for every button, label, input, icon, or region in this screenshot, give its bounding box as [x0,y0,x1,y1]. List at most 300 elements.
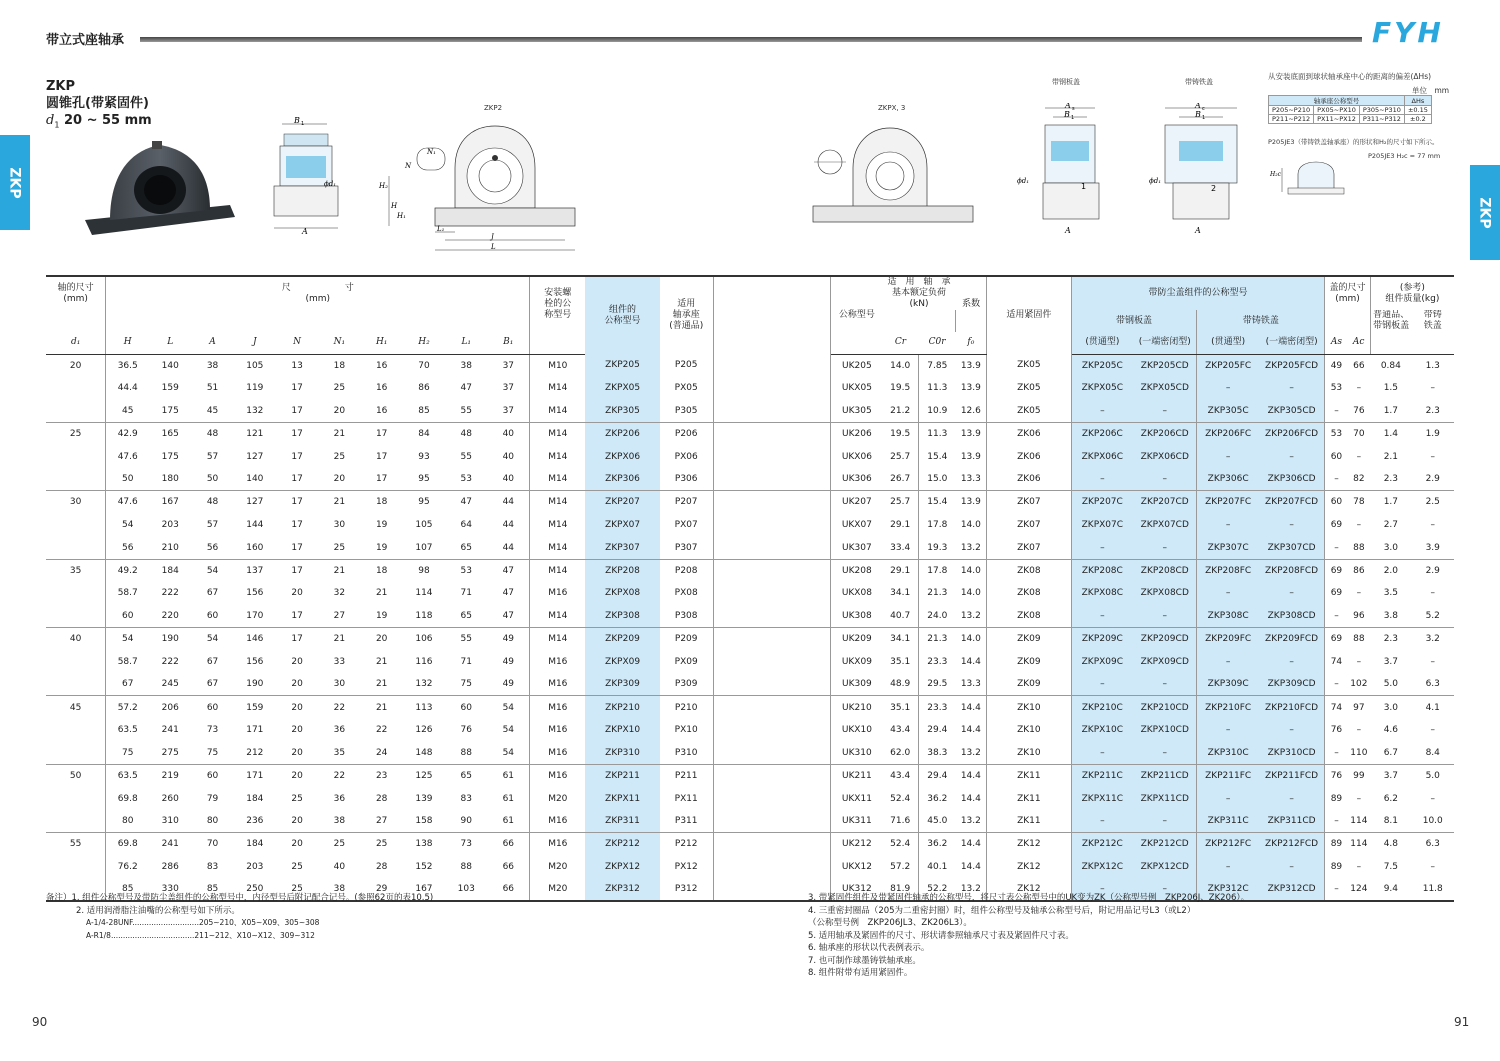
table-cell: 79 [206,793,219,804]
table-cell: 22 [375,725,388,736]
note-5: 5. 适用轴承及紧固件的尺寸、形状请参照轴承尺寸表及紧固件尺寸表。 [808,930,1074,941]
svg-text:A: A [1195,103,1201,110]
table-cell: ZKPX12C [1071,856,1133,879]
table-cell: 3.5 [1383,588,1399,599]
table-cell: ZKP206FCD [1259,422,1325,445]
table-cell: ZKP212FC [1197,833,1259,856]
table-cell: – [1325,810,1348,833]
table-cell: 67 [191,673,233,696]
table-cell: 13.2 [956,810,987,833]
table-cell: UK211 [842,770,872,781]
table-cell: 74 [1330,702,1343,713]
table-cell: M14 [548,429,568,440]
table-cell: 9.4 [1370,878,1411,901]
table-cell: 81.9 [882,878,918,901]
table-cell: ZKPX08CD [1133,582,1197,605]
table-cell: UK306 [831,468,883,491]
table-cell: ZK07 [987,536,1072,559]
table-cell: 69.8 [117,793,138,804]
table-cell: 144 [246,519,264,530]
table-cell: – [1133,605,1197,628]
table-cell: 1.9 [1425,429,1440,440]
table-cell: 89 [1330,861,1343,872]
table-cell: – [1259,377,1325,400]
table-cell: 20 [291,702,303,713]
table-cell [46,536,106,559]
svg-text:B: B [1195,110,1201,119]
table-cell: M16 [530,810,586,833]
page-number-left: 90 [32,1015,48,1029]
table-cell: 48 [206,429,219,440]
table-cell: 13.2 [956,878,987,901]
table-cell: 275 [149,742,191,765]
table-cell: UK310 [831,742,883,765]
table-cell: ZK11 [987,764,1072,787]
table-cell: 11.8 [1411,878,1454,901]
table-cell: 30 [46,491,106,514]
table-cell: ZKP309CD [1259,673,1325,696]
table-cell: 24 [361,742,403,765]
table-cell: 156 [246,656,264,667]
table-cell: 170 [234,605,276,628]
table-cell: 76 [1330,725,1343,736]
table-cell: 138 [415,839,433,850]
table-cell: 222 [161,588,179,599]
table-cell: ZKPX08C [1071,582,1133,605]
table-cell: ZKP306CD [1259,468,1325,491]
side-view-drawing [272,116,344,236]
table-cell: – [1197,719,1259,742]
table-cell: – [1356,861,1362,872]
table-cell: 28 [375,793,388,804]
table-cell: 18 [375,497,388,508]
page-number-right: 91 [1454,1015,1470,1029]
table-cell: 1.7 [1370,400,1411,423]
header-rule [140,37,1362,42]
table-cell: 119 [246,383,264,394]
table-cell: 3.7 [1383,770,1399,781]
table-cell: 19.3 [919,536,956,559]
table-cell: – [1133,878,1197,901]
table-cell [46,445,106,468]
table-cell: – [1430,451,1435,462]
table-cell: 42.9 [117,429,138,440]
deviation-header-delta: ΔHs [1404,96,1431,106]
th-mass-col1: 普通品、 带钢板盖 [1373,310,1410,331]
table-row [46,833,1454,856]
table-cell: 71 [460,588,472,599]
series-range: $d_1$ 20 ~ 55 mm [46,113,152,130]
table-cell: PX11 [674,793,698,804]
table-cell: 47 [460,497,472,508]
table-cell: 69 [1330,588,1343,599]
table-cell: 55 [445,400,487,423]
table-cell: ZKP311CD [1259,810,1325,833]
table-cell: ZKPX10 [585,719,659,742]
table-cell: 99 [1353,770,1365,781]
table-cell: – [1325,536,1348,559]
table-cell: 54 [487,696,529,719]
svg-text:B: B [294,116,300,125]
table-cell: ZKP307C [1197,536,1259,559]
table-cell: ZKP307CD [1259,536,1325,559]
table-cell: 3.0 [1370,536,1411,559]
series-code: ZKP [46,79,76,94]
table-cell: M16 [530,673,586,696]
table-cell: ZKP308CD [1259,605,1325,628]
table-cell: 55 [460,634,472,645]
front-view-drawing-zkpx3 [808,118,978,228]
table-cell: 156 [246,588,264,599]
table-cell: 75 [445,673,487,696]
table-cell: 19 [361,605,403,628]
table-cell: 114 [415,588,433,599]
table-cell: 184 [246,793,264,804]
table-cell: 16 [375,383,388,394]
table-cell: ZKP209 [585,628,659,651]
table-cell: ZK08 [987,605,1072,628]
table-cell: P211 [674,770,698,781]
table-cell: UK206 [842,429,872,440]
table-cell: – [1356,519,1362,530]
table-cell: ZK05 [987,354,1072,377]
table-cell: 25 [291,793,303,804]
table-cell: 114 [1348,810,1371,833]
table-cell: 53 [445,468,487,491]
table-row [46,650,1454,673]
table-cell: 2.3 [1370,468,1411,491]
table-cell: UK308 [831,605,883,628]
table-cell: 23 [375,770,388,781]
table-cell: ZKPX06 [585,445,659,468]
table-cell: ZKPX10C [1071,719,1133,742]
table-cell: 13.9 [956,491,987,514]
table-cell: ZK06 [987,422,1072,445]
table-cell: 44 [487,536,529,559]
table-cell: ZKPX11CD [1133,787,1197,810]
table-cell: 25 [318,536,360,559]
table-cell: 22 [333,770,346,781]
table-cell: ZK11 [987,810,1072,833]
table-cell: M16 [548,702,568,713]
svg-text:c: c [1202,106,1205,112]
th-coef: 系数 [956,276,987,332]
svg-text:1: 1 [1202,115,1206,121]
table-cell: 220 [149,605,191,628]
table-cell: 0.84 [1380,360,1401,371]
table-cell: UKX12 [841,861,872,872]
table-cell: 30 [333,519,346,530]
th-bolt: 安装螺 栓的公 称型号 [530,276,586,332]
table-cell: 53 [1330,429,1343,440]
table-cell: M16 [548,588,568,599]
table-cell: 14.4 [956,764,987,787]
table-row [46,673,1454,696]
table-cell: ZK11 [987,787,1072,810]
table-cell [46,468,106,491]
table-cell: ZK08 [987,559,1072,582]
table-cell: – [1071,468,1133,491]
table-row [46,742,1454,765]
dimension-table: 轴的尺寸 (mm) 尺 寸 (mm) 安装螺 栓的公 称型号 组件的 公称型号 适用 轴承座 (普通品) 公称型号 适 用 轴 承 基本额定负荷 (kN) 系数 适用紧固件 带防尘盖组件的公称型号 盖的尺寸 (mm) (参考) 组件质量(kg) 带钢板盖 带铸铁盖 普通品、 带钢板盖 带铸 铁盖 d₁ H L A J N N₁ H₁ H₂ L₁ B₁ Cr C0r f₀ (贯通型) (一端密闭型) (贯通型) (一端密闭型) As Ac 20 36.5 140 38 105 13 18 16 70 38 37 M10 ZKP205 P205 UK205 14.0 7.85 13.9 ZK05 ZKP205C ZKP205CD ZKP205FC ZKP205FCD 49 66 0.84 1.3 44.4 159 51 119 17 25 16 86 47 37 M14 ZKPX05 PX05 UKX05 19.5 11.3 13.9 ZK05 ZKPX05C ZKPX05CD – – 53 – 1.5 – 45 175 45 132 17 20 16 85 55 37 M14 ZKP305 P305 UK305 21.2 10.9 12.6 ZK05 – – ZKP305C ZKP305CD – 76 1.7 2.3 25 42.9 165 48 121 17 21 17 84 48 40 M14 ZKP206 P206 UK206 19.5 11.3 13.9 ZK06 ZKP206C ZKP206CD ZKP206FC ZKP206FCD 53 70 1.4 1.9 47.6 175 57 127 17 25 17 93 55 40 M14 ZKPX06 PX06 UKX06 25.7 15.4 13.9 ZK06 ZKPX06C ZKPX06CD – – 60 – 2.1 – 50 180 50 140 17 20 17 95 53 40 M14 ZKP306 P306 UK306 26.7 15.0 13.3 ZK06 – – ZKP306C ZKP306CD – 82 2.3 2.9 30 47.6 167 48 127 17 21 18 95 47 44 M14 ZKP207 P207 UK207 25.7 15.4 13.9 ZK07 ZKP207C ZKP207CD ZKP207FC ZKP207FCD 60 78 1.7 2.5 54 203 57 144 17 30 19 105 64 44 M14 ZKPX07 PX07 UKX07 29.1 17.8 14.0 ZK07 ZKPX07C ZKPX07CD – – 69 – 2.7 – 56 210 56 160 17 25 19 107 65 44 M14 ZKP307 P307 UK307 33.4 19.3 13.2 ZK07 – – ZKP307C ZKP307CD – 88 3.0 3.9 35 49.2 184 54 137 17 21 18 98 53 47 M14 ZKP208 P208 UK208 29.1 17.8 14.0 ZK08 ZKP208C ZKP208CD ZKP208FC ZKP208FCD 69 86 2.0 2.9 58.7 222 67 156 20 32 21 114 71 47 M16 ZKPX08 PX08 UKX08 34.1 21.3 14.0 ZK08 ZKPX08C ZKPX08CD – – 69 – 3.5 – 60 220 60 170 17 27 19 118 65 47 M14 ZKP308 P308 UK308 40.7 24.0 13.2 ZK08 – – ZKP308C ZKP308CD – 96 3.8 5.2 40 54 190 54 146 17 21 20 106 55 49 M14 ZKP209 P209 UK209 34.1 21.3 14.0 ZK09 ZKP209C ZKP209CD ZKP209FC ZKP209FCD 69 88 2.3 3.2 58.7 222 67 156 20 33 21 116 71 49 M16 ZKPX09 PX09 UKX09 35.1 23.3 14.4 ZK09 ZKPX09C ZKPX09CD – – 74 – 3.7 – 67 245 67 190 20 30 21 132 75 49 M16 ZKP309 P309 UK309 48.9 29.5 13.3 ZK09 – – ZKP309C ZKP309CD – 102 5.0 6.3 45 57.2 206 60 159 20 22 21 113 60 54 M16 ZKP210 P210 UK210 35.1 23.3 14.4 ZK10 ZKP210C ZKP210CD ZKP210FC ZKP210FCD 74 97 3.0 4.1 63.5 241 73 171 20 36 22 126 76 54 M16 ZKPX10 PX10 UKX10 43.4 29.4 14.4 ZK10 ZKPX10C ZKPX10CD – – 76 – 4.6 – 75 275 75 212 20 35 24 148 88 54 M16 ZKP310 P310 UK310 62.0 38.3 13.2 ZK10 – – ZKP310C ZKP310CD – 110 6.7 8.4 50 63.5 219 60 171 20 22 23 125 65 61 M16 ZKP211 P211 UK211 43.4 29.4 14.4 ZK11 ZKP211C ZKP211CD ZKP211FC ZKP211FCD 76 99 3.7 5.0 69.8 260 79 184 25 36 28 139 83 61 M20 ZKPX11 PX11 UKX11 52.4 36.2 14.4 ZK11 ZKPX11C ZKPX11CD – – 89 – 6.2 – 80 310 80 236 20 38 27 158 90 61 M16 ZKP311 P311 UK311 71.6 45.0 13.2 ZK11 – – ZKP311C ZKP311CD – 114 8.1 10.0 55 69.8 241 70 184 20 25 25 138 73 66 M16 ZKP212 P212 UK212 52.4 36.2 14.4 ZK12 ZKP212C ZKP212CD ZKP212FC ZKP212FCD 89 114 4.8 6.3 76.2 286 83 203 25 40 28 152 88 66 M20 ZKPX12 PX12 UKX12 57.2 40.1 14.4 ZK12 ZKPX12C ZKPX12CD – – 89 – 7.5 – 85 330 85 250 25 38 29 167 103 66 M20 ZKP312 P312 UK312 81.9 52.2 13.2 ZK12 – – ZKP312C ZKP312CD – 124 9.4 11.8 [46,275,1454,902]
table-cell: 23.3 [927,702,948,713]
table-cell: 78 [1353,497,1365,508]
table-cell: 14.0 [956,514,987,537]
deviation-title: 从安装底面到球状轴承座中心的距离的偏差(ΔHs) [1268,72,1432,81]
table-cell: 16 [361,400,403,423]
svg-text:N: N [405,162,412,170]
table-cell: 158 [403,810,445,833]
table-cell: 76 [460,725,472,736]
table-cell: ZKP206 [585,422,659,445]
table-cell: 14.0 [882,354,918,377]
table-cell: ZKP211CD [1133,764,1197,787]
th-mass-col2: 带铸 铁盖 [1423,310,1442,331]
table-cell: 27 [361,810,403,833]
table-cell: 27 [318,605,360,628]
table-cell: 74 [1330,656,1343,667]
table-cell: ZKP205FCD [1259,354,1325,377]
table-cell: 17 [291,565,303,576]
table-cell: ZKPX05 [585,377,659,400]
table-cell: 3.7 [1383,656,1399,667]
table-cell: M14 [548,519,568,530]
table-cell: 105 [246,360,264,371]
table-cell: PX06 [674,451,698,462]
table-cell: ZKP212FCD [1259,833,1325,856]
table-cell: – [1071,605,1133,628]
table-cell: 121 [246,429,264,440]
table-cell: ZKPX11 [585,787,659,810]
table-cell: – [1071,536,1133,559]
table-cell: 17 [291,634,303,645]
table-cell: ZKP211FC [1197,764,1259,787]
table-cell: P207 [674,497,698,508]
th-load: 适 用 轴 承 基本额定负荷 (kN) [882,276,955,310]
table-cell: 29 [361,878,403,901]
table-cell: P205 [674,360,698,371]
table-cell: 47 [487,605,529,628]
table-cell: ZKP206CD [1133,422,1197,445]
table-cell: 26.7 [882,468,918,491]
table-cell: M14 [530,468,586,491]
table-cell: 54 [121,634,134,645]
table-cell: 124 [1348,878,1371,901]
note-2b: A-R1/8...................................211~212、X10~X12、309~312 [86,930,315,940]
table-cell: 13 [291,360,303,371]
table-cell: 16 [375,360,388,371]
table-cell: 190 [161,634,179,645]
svg-text:ϕd₁: ϕd₁ [1149,177,1162,185]
table-cell: 6.2 [1383,793,1399,804]
table-cell: ZKP310C [1197,742,1259,765]
table-cell: 54 [121,519,134,530]
table-cell: 13.9 [956,354,987,377]
table-cell: ZK10 [987,719,1072,742]
table-cell: 60 [460,702,472,713]
table-cell: 222 [161,656,179,667]
notes-left [46,892,433,942]
table-cell: 25 [46,422,106,445]
table-cell: 14.4 [956,650,987,673]
table-cell: ZKP305CD [1259,400,1325,423]
table-row [46,719,1454,742]
table-cell: 20 [276,673,318,696]
table-cell: 67 [106,673,149,696]
table-cell: – [1259,445,1325,468]
table-cell: 167 [403,878,445,901]
table-cell: 62.0 [882,742,918,765]
table-cell: 21.2 [882,400,918,423]
table-cell: 6.7 [1370,742,1411,765]
table-cell: – [1430,588,1435,599]
table-cell: 49 [1330,360,1343,371]
th-unit-no: 组件的 公称型号 [585,276,659,354]
table-cell: ZKPX09 [585,650,659,673]
table-row [46,422,1454,445]
table-cell: 127 [246,497,264,508]
table-cell: 13.2 [956,536,987,559]
table-cell: 17.8 [927,519,948,530]
fig-label-steel-cover: 带钢板盖 [1052,78,1080,86]
table-cell: P305 [660,400,714,423]
svg-text:A: A [1065,103,1071,110]
table-cell [46,377,106,400]
table-cell: M14 [530,536,586,559]
svg-text:H₁: H₁ [397,212,406,220]
table-cell: 20 [276,810,318,833]
table-cell: 98 [418,565,430,576]
table-cell: 13.9 [956,445,987,468]
table-cell: PX12 [674,861,698,872]
table-cell: UKX09 [841,656,872,667]
table-cell: – [1071,810,1133,833]
svg-text:s: s [1072,106,1075,112]
table-cell: P210 [674,702,698,713]
product-photo [80,135,240,255]
table-cell: 44 [487,491,529,514]
table-cell: ZKPX09CD [1133,650,1197,673]
table-cell: UK210 [842,702,872,713]
table-cell: 71.6 [882,810,918,833]
table-cell: M16 [548,656,568,667]
table-cell: 69 [1330,565,1343,576]
table-cell: 20 [276,742,318,765]
table-cell: 48 [460,429,472,440]
table-cell: 38 [206,360,219,371]
table-cell: ZKPX08 [585,582,659,605]
table-cell [46,787,106,810]
svg-text:1: 1 [1081,182,1087,191]
table-cell: ZK06 [987,468,1072,491]
table-cell: UKX10 [841,725,872,736]
table-cell: 25 [333,839,346,850]
table-cell: 40 [333,861,346,872]
table-cell: 140 [161,360,179,371]
table-cell: 60 [106,605,149,628]
table-cell: 43.4 [882,719,918,742]
cast-cover-drawing [1145,103,1257,238]
table-cell: 2.3 [1411,400,1454,423]
table-cell: 76 [1330,770,1343,781]
table-cell: 47 [487,559,529,582]
table-cell: 49 [487,673,529,696]
table-cell: 58.7 [117,656,138,667]
table-row [46,491,1454,514]
table-cell: ZKP207C [1071,491,1133,514]
table-cell: 13.9 [956,422,987,445]
table-cell: 132 [234,400,276,423]
table-cell: ZK07 [987,514,1072,537]
th-cover: 盖的尺寸 (mm) [1325,276,1370,310]
table-cell: 137 [246,565,264,576]
table-cell: M20 [530,878,586,901]
table-cell: 65 [445,605,487,628]
table-cell: 67 [206,588,219,599]
table-cell: 126 [415,725,433,736]
table-cell: 17 [291,429,303,440]
table-cell: 21 [375,588,388,599]
table-cell: 73 [460,839,472,850]
table-cell: 30 [318,673,360,696]
table-cell: 107 [403,536,445,559]
table-cell: 29.4 [927,725,948,736]
table-cell: 14.0 [956,582,987,605]
table-cell: ZKP212CD [1133,833,1197,856]
table-cell: 241 [161,839,179,850]
table-cell: 114 [1350,839,1368,850]
svg-text:L: L [491,243,496,251]
table-cell: – [1133,810,1197,833]
table-cell: ZKPX05C [1071,377,1133,400]
table-cell: 106 [415,634,433,645]
table-row [46,400,1454,423]
table-cell: 45 [46,696,106,719]
th-dust: 带防尘盖组件的公称型号 [1071,276,1325,310]
table-cell: 52.2 [919,878,956,901]
table-cell: – [1133,536,1197,559]
table-cell: – [1430,725,1435,736]
table-cell: 19 [361,536,403,559]
svg-text:A: A [302,227,308,236]
table-cell: ZKP206C [1071,422,1133,445]
table-cell: 14.0 [956,628,987,651]
table-cell: 40 [487,468,529,491]
table-cell: 206 [161,702,179,713]
svg-text:H₂: H₂ [379,182,388,190]
table-cell: 21 [375,702,388,713]
table-cell: 203 [161,519,179,530]
series-name: 圆锥孔(带紧固件) [46,96,149,111]
table-cell: – [1197,582,1259,605]
table-cell: 1.4 [1383,429,1399,440]
table-cell: 3.0 [1383,702,1399,713]
table-cell: 66 [1353,360,1365,371]
table-cell: 12.6 [956,400,987,423]
table-cell: 17 [375,451,388,462]
table-cell: 45.0 [919,810,956,833]
table-cell: ZK09 [987,628,1072,651]
table-cell: 47 [460,383,472,394]
table-cell: 88 [445,742,487,765]
table-cell: 89 [1330,793,1343,804]
table-cell: 38 [318,810,360,833]
table-cell: 65 [460,770,472,781]
table-cell: 2.9 [1411,468,1454,491]
table-cell: P309 [660,673,714,696]
note-3: 3. 带紧固件组件及带紧固件轴承的公称型号，将尺寸表公称型号中的UK变为ZK（公称型号例 ZKP206J、ZK206）。 [808,893,1250,903]
table-cell: 152 [415,861,433,872]
